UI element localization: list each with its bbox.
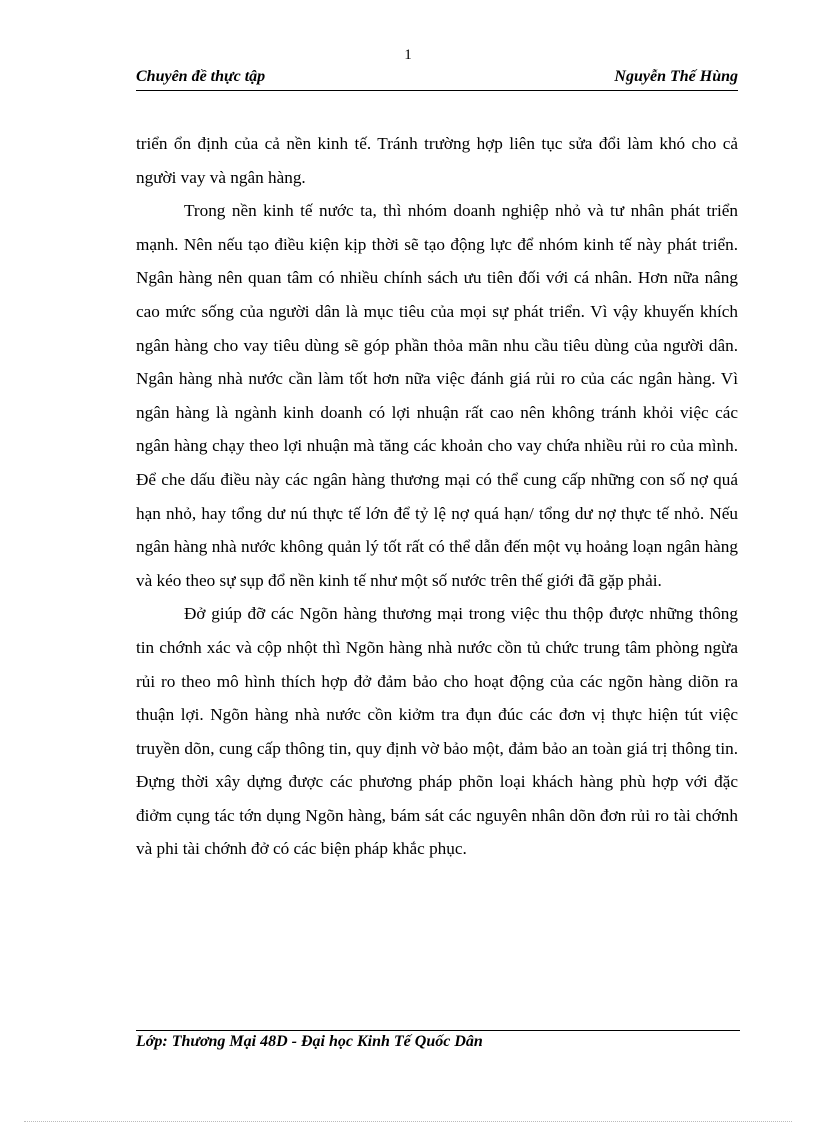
- header-author: Nguyễn Thế Hùng: [614, 68, 738, 85]
- footer-divider: [136, 1030, 740, 1031]
- header-document-type: Chuyên đề thực tập: [136, 68, 266, 85]
- page-footer: Lớp: Thương Mại 48D - Đại học Kinh Tế Quốc Dân: [136, 1033, 483, 1050]
- page-bottom-rule: [24, 1121, 792, 1122]
- page-header: [136, 66, 738, 91]
- page-number: 1: [404, 47, 412, 63]
- paragraph-continued: triển ổn định của cả nền kinh tế. Tránh trường hợp liên tục sửa đổi làm khó cho cả người vay và ngân hàng.: [136, 134, 738, 187]
- paragraph: Đở giúp đỡ các Ngõn hàng thương mại trong việc thu thộp được những thông tin chớnh xác và cộp nhột thì Ngõn hàng nhà nước cồn tủ chức trung tâm phòng ngừa rủi ro theo mô hình thích hợp đở đảm bảo cho hoạt động của các ngõn hàng diõn ra thuận lợi. Ngõn hàng nhà nước cồn kiởm tra đụn đúc các đơn vị thực hiện tút việc truyền dõn, cung cấp thông tin, quy định vờ bảo một, đảm bảo an toàn giá trị thông tin. Đựng thời xây dựng được các phương pháp phõn loại khách hàng phù hợp với đặc điởm cụng tác tớn dụng Ngõn hàng, bám sát các nguyên nhân dõn đơn rủi ro tài chớnh và phi tài chớnh đở có các biện pháp khắc phục.: [136, 604, 738, 859]
- body-text: [136, 127, 738, 866]
- paragraph: Trong nền kinh tế nước ta, thì nhóm doanh nghiệp nhỏ và tư nhân phát triển mạnh. Nên nếu tạo điều kiện kịp thời sẽ tạo động lực để nhóm kinh tế này phát triển. Ngân hàng nên quan tâm có nhiều chính sách ưu tiên đối với cá nhân. Hơn nữa nâng cao mức sống của người dân là mục tiêu của mọi sự phát triển. Vì vậy khuyến khích ngân hàng cho vay tiêu dùng sẽ góp phần thỏa mãn nhu cầu tiêu dùng của người dân. Ngân hàng nhà nước cần làm tốt hơn nữa việc đánh giá rủi ro của các ngân hàng. Vì ngân hàng là ngành kinh doanh có lợi nhuận rất cao nên không tránh khỏi việc các ngân hàng chạy theo lợi nhuận mà tăng các khoản cho vay chứa nhiều rủi ro của mình. Để che dấu điều này các ngân hàng thương mại có thể cung cấp những con số nợ quá hạn nhỏ, hay tổng dư nú thực tế lớn để tỷ lệ nợ quá hạn/ tổng dư nợ thực tế nhỏ. Nếu ngân hàng nhà nước không quản lý tốt rất có thể dẫn đến một vụ hoảng loạn ngân hàng và kéo theo sự sụp đổ nền kinh tế như một số nước trên thế giới đã gặp phải.: [136, 201, 738, 590]
